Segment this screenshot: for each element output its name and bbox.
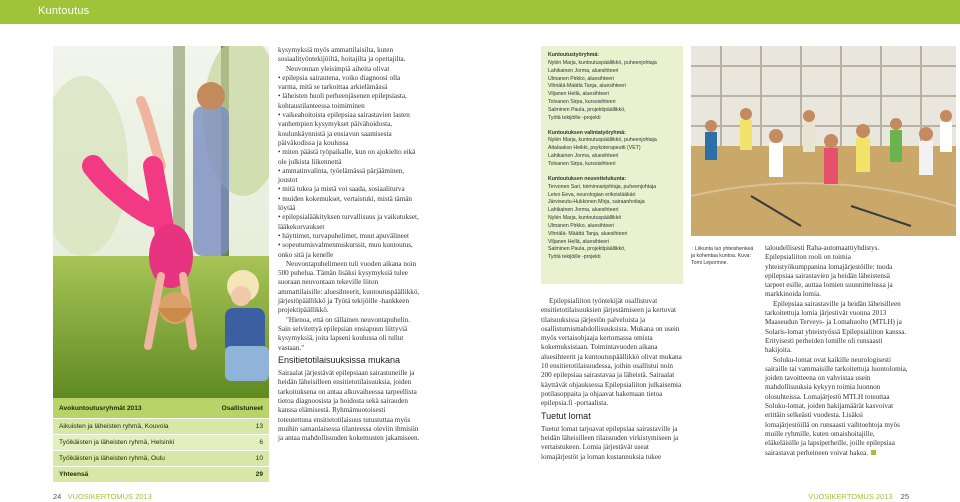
total-value: 29 [255,471,263,478]
group-member: Tolvanen Sirpa, kurssisihteeri [548,99,616,106]
group-member: Järviseutu-Hukkonen Mirja, sairaanhoitaja [548,199,645,206]
paragraph: Tuetut lomat tarjoavat epilepsiaa sairastaville ja heidän läheisilleen tilaisuuden virkistymiseen ja vertaistukeen. Lomia järjestävät useat lomajärjestöt ja loman kustannuksia tukee [541,424,679,461]
page-number: 25 [900,492,909,501]
paragraph: Neuvonnan yleisimpiä aiheita olivat [286,64,390,73]
table-row [53,450,269,466]
quote: "Hienoa, että on tällainen neuvontapuhelin. Sain selvitettyä epilepsian ensiapuun liittyviä kysymyksiä, joita lapseni koulussa oli tullut vastaan." [278,315,410,352]
row-count: 13 [255,423,263,430]
bullet-item: • mitä tukea ja mistä voi saada, sosiaaliturva [278,185,420,194]
section-header-bar [0,0,960,24]
total-label: Yhteensä [59,471,89,478]
section-heading: Tuetut lomat [541,410,591,421]
section-title: Kuntoutus [38,5,90,17]
row-group: Työikäisten ja läheisten ryhmä, Oulu [59,455,165,462]
paragraph: taloudellisesti Raha-automaattiyhdistys. Epilepsialiiton rooli on toimia yhteistyökumppanina lomajärjestöille: tuoda epilepsiaa sairastavien ja heidän läheistensä tarpeet esille, auttaa lomien suunnittelussa ja markkinoida lomia. [765,244,893,299]
arrow-up-icon: ↑ [691,246,694,252]
end-mark-icon [871,450,876,455]
group-title: Kuntoutustyöryhmä: [548,52,600,58]
group-member: Nylén Marja, kuntoutuspäällikkö [548,215,622,222]
group-title: Kuntoutuksen neuvottelukunta: [548,175,627,182]
bullet-item: • ammatinvalinta, työelämässä pärjääminen, joustot [278,167,420,186]
group-member: Vihriälä-Määttä Tanja, aluesihteeri [548,83,626,90]
group-member: Lahikainen Jorma, aluesihteeri [548,207,619,214]
bullet-item: • miten päästä työpaikalle, kun on ajokielto eikä ole julkista liikennettä [278,148,420,167]
group-member: Lahikainen Jorma, aluesihteeri [548,153,619,160]
table-total-row [53,466,269,482]
row-count: 10 [255,455,263,462]
group-member: Tervonen Sari, toiminnanjohtaja, puheenjohtaja [548,183,657,190]
table-row [53,418,269,434]
publication-title: VUOSIKERTOMUS 2013 [67,492,152,501]
column-header-group: Avokuntoutusryhmät 2013 [59,404,142,412]
paragraph: Epilepsiaa sairastaville ja heidän läheisilleen tarkoitettuja lomia järjestivät vuonna 2013 Maaseudun Terveys- ja Lomahuolto (MTLH) ja Solaris-lomat yhteistyössä Epilepsialiiton kanssa. Erityisesti perheiden lomille oli runsaasti hakijoita. [765,299,907,355]
page-number: 24 [53,492,62,501]
group-member: Viljanen Hellä, aluesihteeri [548,91,610,98]
group-member: Viljanen Hellä, aluesihteeri [548,238,610,245]
photo-caption [691,246,755,268]
rehab-groups-table [53,398,269,482]
row-count: 6 [259,439,263,446]
group-title: Kuntoutuksen valintatyöryhmä: [548,129,626,136]
article-column-3 [541,297,683,462]
group-member: Ulmanen Pirkko, aluesihteeri [548,222,615,229]
bullet-item: • sopeutumisvalmennuskurssit, muu kuntoutus, onko sitä ja kenelle [278,241,420,260]
article-column-1 [278,46,420,443]
paragraph-text: Soluku-lomat ovat kaikille neurologisesti sairaille tai vammaisille tarkoitettuja luontolomia, joiden tavoitteena on vahvistaa usein mahdollisuuksia kykyyn toimia luonnon olosuhteissa. Lomajärjestö MTLH toteuttaa Soluku-lomat, joiden hakijamäärät kasvoivat erittäin selkeästi vuodesta. Lisäksi lomajärjestöillä on runsaasti vaihtoehtoja myös muille ryhmille, kuten omaishoitajille, eläkeläisille ja lapsiperheille, joille epilepsiaa sairastavat perheineen voivat hakea. [765,355,908,457]
footer-left [53,492,152,501]
section-heading: Ensitietotilaisuuksissa mukana [278,354,401,365]
bullet-item: • epilepsialääkityksen turvallisuus ja vaikutukset, lääkekorvaukset [278,213,420,232]
working-groups-box [541,46,683,284]
group-member: Nylén Marja, kuntoutuspäällikkö, puheenjohtaja [548,59,657,66]
photo-children-playing [53,46,269,398]
bullet-item: • läheisten huoli perheenjäsenen epilepsiasta, kohtaustilanteessa toimiminen [278,92,420,111]
group-member: Ulmanen Pirkko, aluesihteeri [548,75,615,82]
photo-group-exercise [691,46,956,236]
group-member: Leivo Eeva, neurologian erikoislääkäri [548,191,636,198]
table-row [53,434,269,450]
group-member: Aitalaakso Heikki, psykoterapeutti (VET) [548,145,641,152]
caption-text: Liikunta luo yhteishenkeä ja kohentaa kuntoa. Kuva: Tomi Leporinne. [691,246,754,267]
row-group: Työikäisten ja läheisten ryhmä, Helsinki [59,439,175,446]
column-header-count: Osallistuneet [221,404,263,412]
group-member: Lahikainen Jorma, aluesihteeri [548,67,619,74]
group-member: Työtä tekijöille -projekti [548,254,601,261]
bullet-item: • muiden kokemukset, vertaistuki, mistä tämän löytää [278,195,420,214]
table-header [53,398,269,418]
group-member: Vihriälä- Määttä Tanja, aluesihteeri [548,230,628,237]
group-member: Salminen Paula, projektipäällikkö, [548,106,626,113]
bullet-item: • epilepsia sairautena, voiko diagnoosi olla varma, mitä se tarkoittaa arkielämässä [278,74,420,93]
paragraph: Epilepsialiiton työntekijät osallistuvat ensitietotilaisuuksien järjestämiseen ja kertovat tilaisuuksissa järjestön palveluista ja osallistumismahdollisuuksista. Mukana on usein myös vertaisohjaaja kertomassa omista kokemuksistaan. Toimintavuoden aikana aluesihteerit ja kuntoutuspäällikkö olivat mukana 10 ensitietotilaisuudessa, joihin osallistui noin 200 epilepsiaa sairastavaa ja läheistä. Sairaalat käyttävät ohjauksessa Epilepsialiiton julkaisemia potilasoppaita ja ohjaavat hakemaan tietoa epilepsia.fi -portaalista. [541,297,682,408]
paragraph: kysymyksiä myös ammattilaisilta, kuten sosiaalityöntekijöiltä, hoitajilta ja opettajilta. [278,46,406,64]
bullet-item: • häyttimet, turvapuhelimet, muut apuvälineet [278,232,420,241]
publication-title: VUOSIKERTOMUS 2013 [808,492,893,501]
group-member: Nylén Marja, kuntoutuspäällikkö, puheenjohtaja [548,137,657,144]
article-column-4 [765,244,909,458]
paragraph: Sairaalat järjestävät epilepsiaan sairastuneille ja heidän läheisilleen ensitietotilaisuuksia, joiden tarkoituksena on antaa alkuvaiheessa tarpeellista tietoa diagnoosista ja hoidosta sekä sairauden kanssa elämisestä. Ryhmämuotoisesti toteutettuna ensitietotilaisuus tutustuttaa myös muihin samanlaisessa tilanteessa oleviin ihmisiin ja antaa mahdollisuuden kokemusten jakamiseen. [278,369,420,443]
paragraph [765,356,909,458]
bullet-item: • vaikeahoitoista epilepsiaa sairastavien lasten vanhempien kysymykset päivähoidosta, koulunkäynnistä ja ensiavun saamisesta päiväkodissa ja koulussa [278,111,420,148]
group-member: Tolvanen Sirpa, kurssisihteeri [548,160,616,167]
row-group: Aikuisten ja läheisten ryhmä, Kouvola [59,423,169,430]
footer-right [808,492,909,501]
group-member: Työtä tekijöille -projekti [548,114,601,121]
paragraph: Neuvontapuhelimeen tuli vuoden aikana noin 500 puhelua. Tämän lisäksi kysymyksiä tulee suoraan neuvontaan tekeville liiton ammattilaisille: aluesihteerit, kuntoutuspäällikkö, järjestöpäällikkö ja Työtä tekijöille -hankkeen projektipäällikkö. [278,259,420,315]
group-member: Salminen Paula, projektipäällikkö, [548,246,626,253]
